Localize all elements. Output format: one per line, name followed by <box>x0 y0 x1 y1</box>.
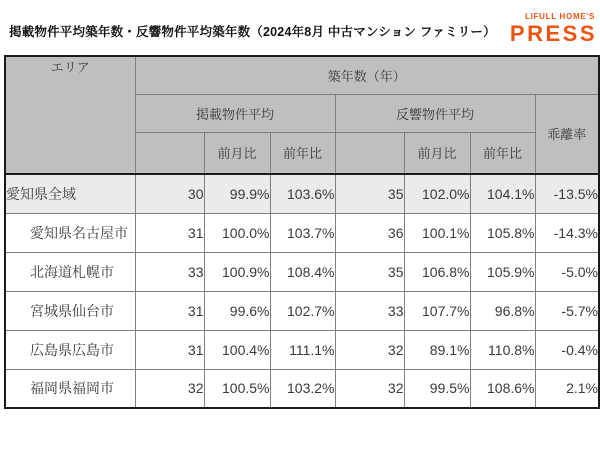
cell-listed-mom: 100.5% <box>204 369 270 408</box>
cell-divergence: -0.4% <box>535 330 599 369</box>
cell-inquiry-mom: 89.1% <box>404 330 470 369</box>
cell-listed-avg: 32 <box>135 369 204 408</box>
cell-inquiry-yoy: 105.8% <box>470 213 535 252</box>
cell-inquiry-avg: 33 <box>335 291 404 330</box>
cell-area: 北海道札幌市 <box>5 252 135 291</box>
cell-inquiry-yoy: 104.1% <box>470 174 535 213</box>
header-listed-value-spacer <box>135 132 204 174</box>
cell-listed-mom: 100.0% <box>204 213 270 252</box>
logo-brand-text: LIFULL HOME'S <box>525 12 595 21</box>
cell-listed-yoy: 111.1% <box>270 330 335 369</box>
logo-press-text: PRESS <box>509 21 597 46</box>
cell-area: 愛知県全域 <box>5 174 135 213</box>
cell-listed-mom: 99.9% <box>204 174 270 213</box>
header-inquiry-mom: 前月比 <box>404 132 470 174</box>
cell-listed-mom: 100.4% <box>204 330 270 369</box>
cell-area: 愛知県名古屋市 <box>5 213 135 252</box>
header-building-age: 築年数（年） <box>135 56 599 94</box>
cell-inquiry-yoy: 105.9% <box>470 252 535 291</box>
cell-listed-avg: 31 <box>135 330 204 369</box>
cell-area: 広島県広島市 <box>5 330 135 369</box>
header-listed-average-group: 掲載物件平均 <box>135 94 335 132</box>
header-inquiry-value-spacer <box>335 132 404 174</box>
cell-divergence: -5.0% <box>535 252 599 291</box>
cell-divergence: -14.3% <box>535 213 599 252</box>
cell-inquiry-mom: 99.5% <box>404 369 470 408</box>
cell-listed-yoy: 102.7% <box>270 291 335 330</box>
cell-divergence: 2.1% <box>535 369 599 408</box>
cell-inquiry-avg: 35 <box>335 252 404 291</box>
lifull-homes-press-logo <box>510 13 595 45</box>
header-area: エリア <box>5 56 135 174</box>
table-row <box>5 291 599 330</box>
cell-listed-yoy: 108.4% <box>270 252 335 291</box>
cell-inquiry-avg: 35 <box>335 174 404 213</box>
cell-inquiry-mom: 106.8% <box>404 252 470 291</box>
cell-inquiry-avg: 32 <box>335 330 404 369</box>
cell-listed-yoy: 103.7% <box>270 213 335 252</box>
header-listed-yoy: 前年比 <box>270 132 335 174</box>
stats-table <box>4 55 600 409</box>
cell-listed-yoy: 103.2% <box>270 369 335 408</box>
cell-inquiry-mom: 100.1% <box>404 213 470 252</box>
cell-listed-avg: 31 <box>135 291 204 330</box>
cell-inquiry-mom: 107.7% <box>404 291 470 330</box>
cell-listed-avg: 30 <box>135 174 204 213</box>
header-listed-mom: 前月比 <box>204 132 270 174</box>
header-divergence-rate: 乖離率 <box>535 94 599 174</box>
table-row <box>5 174 599 213</box>
cell-divergence: -13.5% <box>535 174 599 213</box>
cell-listed-mom: 99.6% <box>204 291 270 330</box>
table-row <box>5 252 599 291</box>
header-inquiry-average-group: 反響物件平均 <box>335 94 535 132</box>
cell-inquiry-avg: 32 <box>335 369 404 408</box>
cell-inquiry-mom: 102.0% <box>404 174 470 213</box>
cell-area: 福岡県福岡市 <box>5 369 135 408</box>
cell-listed-avg: 31 <box>135 213 204 252</box>
cell-inquiry-yoy: 110.8% <box>470 330 535 369</box>
page-title: 掲載物件平均築年数・反響物件平均築年数（2024年8月 中古マンション ファミリー） <box>9 25 496 39</box>
table-row <box>5 213 599 252</box>
cell-listed-avg: 33 <box>135 252 204 291</box>
table-row <box>5 369 599 408</box>
cell-listed-mom: 100.9% <box>204 252 270 291</box>
cell-inquiry-avg: 36 <box>335 213 404 252</box>
cell-divergence: -5.7% <box>535 291 599 330</box>
header-inquiry-yoy: 前年比 <box>470 132 535 174</box>
cell-area: 宮城県仙台市 <box>5 291 135 330</box>
cell-listed-yoy: 103.6% <box>270 174 335 213</box>
table-header <box>5 56 599 174</box>
cell-inquiry-yoy: 108.6% <box>470 369 535 408</box>
cell-inquiry-yoy: 96.8% <box>470 291 535 330</box>
table-row <box>5 330 599 369</box>
table-body <box>5 174 599 408</box>
